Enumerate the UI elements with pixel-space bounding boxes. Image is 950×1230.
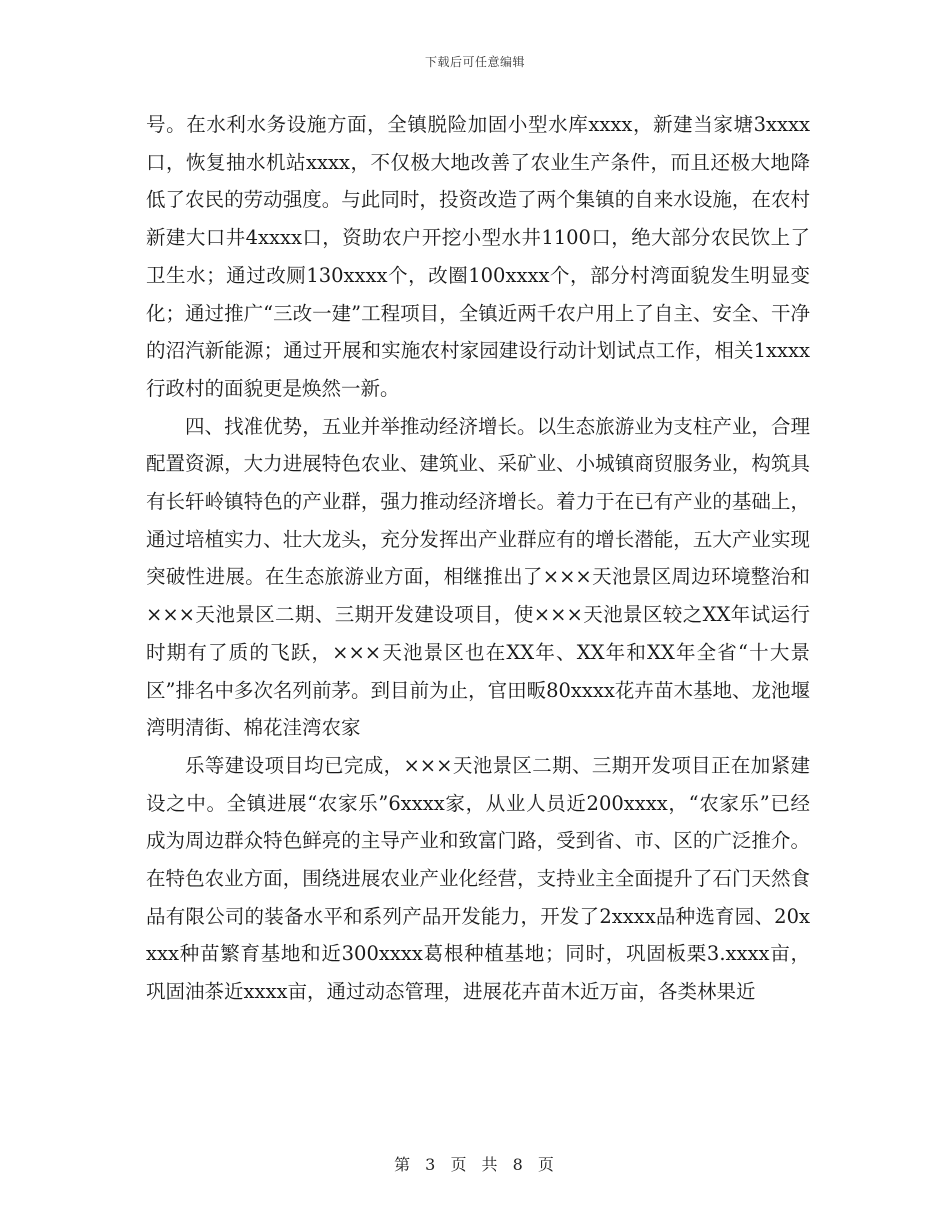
body-paragraph-2: 四、找准优势，五业并举推动经济增长。以生态旅游业为支柱产业，合理配置资源，大力进展特色农业、建筑业、采矿业、小城镇商贸服务业，构筑具有长轩岭镇特色的产业群，强力推动经济增长。着力于在已有产业的基础上，通过培植实力、壮大龙头，充分发挥出产业群应有的增长潜能，五大产业实现突破性进展。在生态旅游业方面，相继推出了×××天池景区周边环境整治和×××天池景区二期、三期开发建设项目，使×××天池景区较之XX年试运行时期有了质的飞跃，×××天池景区也在XX年、XX年和XX年全省“十大景区”排名中多次名列前茅。到目前为止，官田畈80xxxx花卉苗木基地、龙池堰湾明清街、棉花洼湾农家 xyxy=(146,414,810,740)
page-header: 下载后可任意编辑 xyxy=(424,55,525,69)
page-number-footer: 第 3 页 共 8 页 xyxy=(394,1155,556,1174)
body-paragraph-3: 乐等建设项目均已完成，×××天池景区二期、三期开发项目正在加紧建设之中。全镇进展“农家乐”6xxxx家，从业人员近200xxxx，“农家乐”已经成为周边群众特色鲜亮的主导产业和致富门路，受到省、市、区的广泛推介。在特色农业方面，围绕进展农业产业化经营，支持业主全面提升了石门天然食品有限公司的装备水平和系列产品开发能力，开发了2xxxx品种选育园、20xxxx种苗繁育基地和近300xxxx葛根种植基地；同时，巩固板栗3.xxxx亩，巩固油茶近xxxx亩，通过动态管理，进展花卉苗木近万亩，各类林果近 xyxy=(146,753,810,1004)
document-body xyxy=(146,106,810,1011)
body-paragraph-1: 号。在水利水务设施方面，全镇脱险加固小型水库xxxx，新建当家塘3xxxx口，恢复抽水机站xxxx，不仅极大地改善了农业生产条件，而且还极大地降低了农民的劳动强度。与此同时，投资改造了两个集镇的自来水设施，在农村新建大口井4xxxx口，资助农户开挖小型水井1100口，绝大部分农民饮上了卫生水；通过改厕130xxxx个，改圈100xxxx个，部分村湾面貌发生明显变化；通过推广“三改一建”工程项目，全镇近两千农户用上了自主、安全、干净的沼汽新能源；通过开展和实施农村家园建设行动计划试点工作，相关1xxxx行政村的面貌更是焕然一新。 xyxy=(146,113,810,400)
